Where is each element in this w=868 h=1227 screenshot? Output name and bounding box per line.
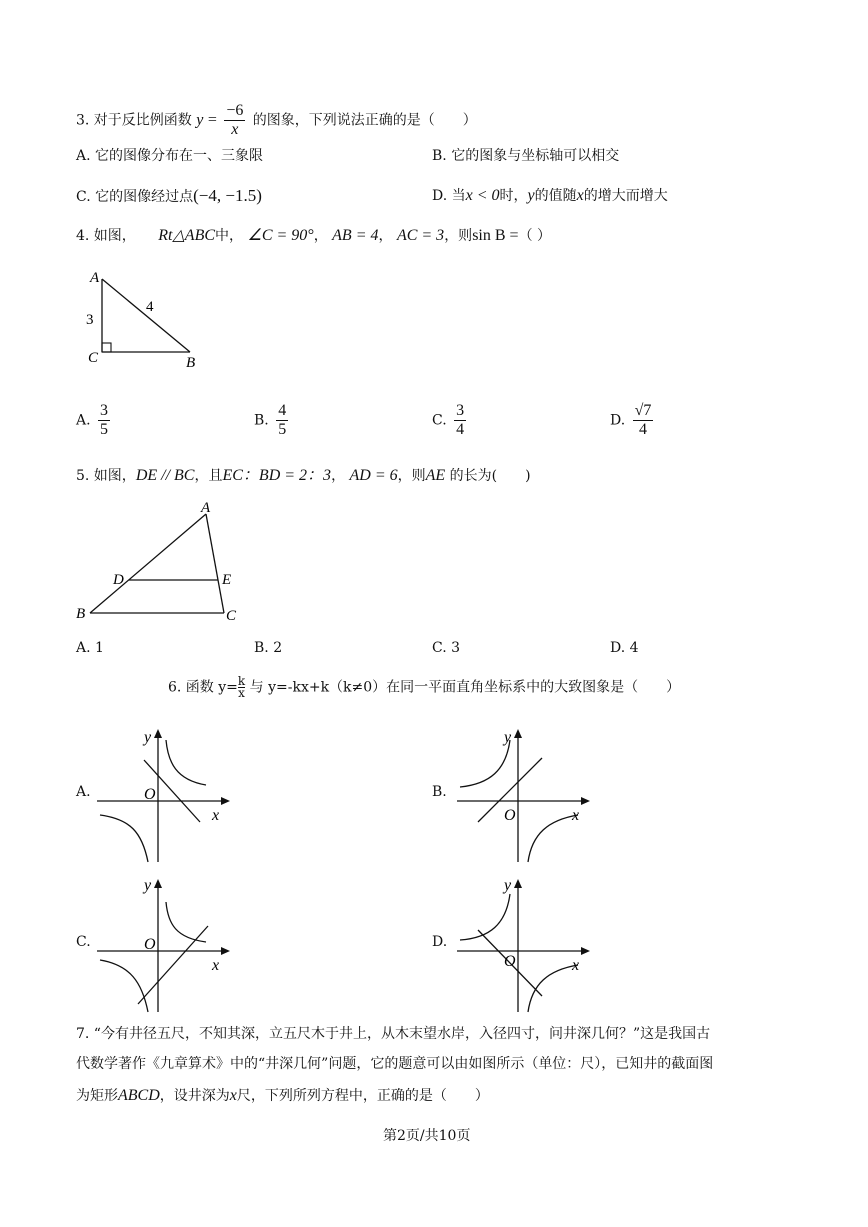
q3-option-d-pre: D. 当 (432, 188, 466, 204)
q4-option-d-frac (633, 402, 654, 439)
q7-line-3 (76, 1086, 489, 1106)
q4-option-c-num: 3 (456, 402, 465, 419)
q5-prefix: 5. 如图， (76, 468, 136, 484)
q6-a-origin-label: O (144, 786, 156, 803)
q4-option-d-den: 4 (639, 421, 648, 438)
q3-option-d-mid: 时， (499, 188, 528, 204)
q5-qie: ，且 (194, 468, 223, 484)
q4-paren: （ ） (518, 228, 552, 244)
q6-d-y-label: y (504, 877, 512, 894)
q3-option-c (76, 186, 262, 207)
q4-option-b-num: 4 (278, 402, 287, 419)
q5-parallel: DE // BC (135, 467, 195, 484)
q7-line-3-pre: 为矩形 (76, 1088, 118, 1104)
q3-option-d-cond: x < 0 (465, 187, 500, 204)
q5-ad: AD = 6 (349, 467, 398, 484)
q4-label-a: A (90, 270, 100, 286)
q4-option-d (610, 402, 656, 439)
q4-option-c-den: 4 (456, 421, 465, 438)
q7-x: x (229, 1087, 237, 1104)
q3-option-a: A. 它的图像分布在一、三象限 (76, 148, 264, 164)
q4-option-d-label: D. (610, 412, 626, 429)
q4-prefix: 4. 如图， (76, 228, 136, 244)
q6-suffix: 与 y=-kx+k（k≠0）在同一平面直角坐标系中的大致图象是（ ） (245, 679, 681, 696)
q6-graph-a (92, 722, 242, 872)
q5-option-a: A. 1 (76, 640, 104, 656)
q6-d-origin-label: O (504, 953, 516, 970)
q6-a-x-label: x (212, 807, 220, 824)
q4-option-c (432, 402, 469, 439)
q4-angle: ∠C = 90° (247, 227, 314, 244)
q6-graph-d (452, 872, 602, 1022)
q5-label-a: A (201, 500, 211, 516)
q4-triangle: Rt△ABC (158, 227, 216, 244)
q3-prefix: 3. 对于反比例函数 (76, 112, 192, 129)
q4-label-c: C (88, 350, 99, 366)
q4-option-a-den: 5 (100, 421, 109, 438)
q6-b-y-label: y (504, 729, 512, 746)
q6-c-origin-label: O (144, 936, 156, 953)
q6-graph-c (92, 872, 242, 1022)
q6-option-d-label: D. (432, 934, 448, 950)
q3-denominator: x (231, 121, 239, 138)
q7-line-3-end: 尺，下列所列方程中，正确的是（ ） (236, 1088, 489, 1104)
q3-y: y (196, 111, 204, 129)
q4-option-b (254, 402, 291, 439)
q4-option-b-den: 5 (278, 421, 287, 438)
q6-c-y-label: y (144, 877, 152, 894)
q5-label-b: B (76, 606, 86, 622)
q3-stem (76, 102, 477, 139)
q5-option-c: C. 3 (432, 640, 461, 656)
q3-option-d-y: y (527, 187, 535, 204)
q6-x: x (238, 686, 245, 700)
q4-option-a-num: 3 (100, 402, 109, 419)
q6-stem (168, 676, 680, 699)
q6-b-origin-label: O (504, 807, 516, 824)
q4-side-ab: 4 (146, 299, 154, 315)
q6-option-b-label: B. (432, 784, 447, 800)
q4-option-a-frac (98, 402, 110, 439)
q3-option-d-x: x (576, 187, 584, 204)
q4-option-a-label: A. (76, 412, 91, 429)
q6-a-y-label: y (144, 729, 152, 746)
q4-ac: AC = 3 (396, 227, 445, 244)
q5-label-c: C (226, 608, 237, 624)
q6-prefix: 6. 函数 y= (168, 679, 238, 696)
q4-zhong: 中， (215, 228, 244, 244)
q6-k: k (237, 674, 246, 688)
q7-line-3-mid: ，设井深为 (159, 1088, 230, 1104)
q3-option-d-end: 的增大而增大 (583, 188, 668, 204)
q4-sinb: sin B = (472, 227, 519, 244)
q5-option-b: B. 2 (254, 640, 283, 656)
q3-option-c-text: C. 它的图像经过点 (76, 189, 194, 205)
q4-option-b-frac (276, 402, 288, 439)
q4-label-b: B (186, 355, 196, 371)
q4-stem: 4. 如图， Rt△ABC中， ∠C = 90°， AB = 4， AC = 3，则sin B =（ ） (76, 227, 552, 244)
q3-eq: = (207, 111, 217, 129)
q6-option-a-label: A. (76, 784, 91, 800)
page-footer: 第2页/共10页 (383, 1128, 471, 1144)
q5-suffix: 的长为( ) (449, 468, 531, 484)
q6-option-c-label: C. (76, 934, 91, 950)
q5-ae: AE (425, 467, 446, 484)
q4-then: ，则 (444, 228, 473, 244)
q4-option-a (76, 402, 113, 439)
q7-rect: ABCD (118, 1087, 160, 1104)
q3-numerator: −6 (226, 102, 244, 119)
q3-option-d (432, 186, 668, 206)
q4-option-c-label: C. (432, 412, 447, 429)
q4-side-ac: 3 (86, 312, 94, 328)
q5-then: ，则 (397, 468, 426, 484)
q4-triangle-figure (80, 266, 220, 376)
q4-ab: AB = 4 (332, 227, 379, 244)
q3-option-b: B. 它的图象与坐标轴可以相交 (432, 148, 620, 164)
q3-fraction (224, 102, 245, 139)
q5-ratio: EC：BD = 2：3 (222, 467, 332, 484)
q3-option-d-mid2: 的值随 (534, 188, 577, 204)
q3-option-c-point: (−4, −1.5) (193, 186, 262, 205)
q5-option-d: D. 4 (610, 640, 639, 656)
q4-option-d-num: √7 (634, 402, 652, 419)
q5-label-d: D (113, 572, 124, 588)
q6-graph-b (452, 722, 602, 872)
q7-line-2: 代数学著作《九章算术》中的“井深几何”问题，它的题意可以由如图所示（单位：尺），已知井的截面图 (76, 1056, 714, 1072)
q3-suffix: 的图象，下列说法正确的是（ ） (252, 112, 477, 129)
q5-triangle-figure (70, 496, 250, 626)
q4-option-c-frac (454, 402, 466, 439)
q7-line-1: 7. “今有井径五尺，不知其深，立五尺木于井上，从木末望水岸，入径四寸，问井深几何？”这是我国古 (76, 1026, 711, 1042)
q6-c-x-label: x (212, 957, 220, 974)
q4-option-b-label: B. (254, 412, 269, 429)
q5-stem: 5. 如图，DE // BC，且EC：BD = 2：3， AD = 6，则AE 的长为( ) (76, 467, 531, 484)
q6-b-x-label: x (572, 807, 580, 824)
q6-d-x-label: x (572, 957, 580, 974)
q5-label-e: E (222, 572, 232, 588)
